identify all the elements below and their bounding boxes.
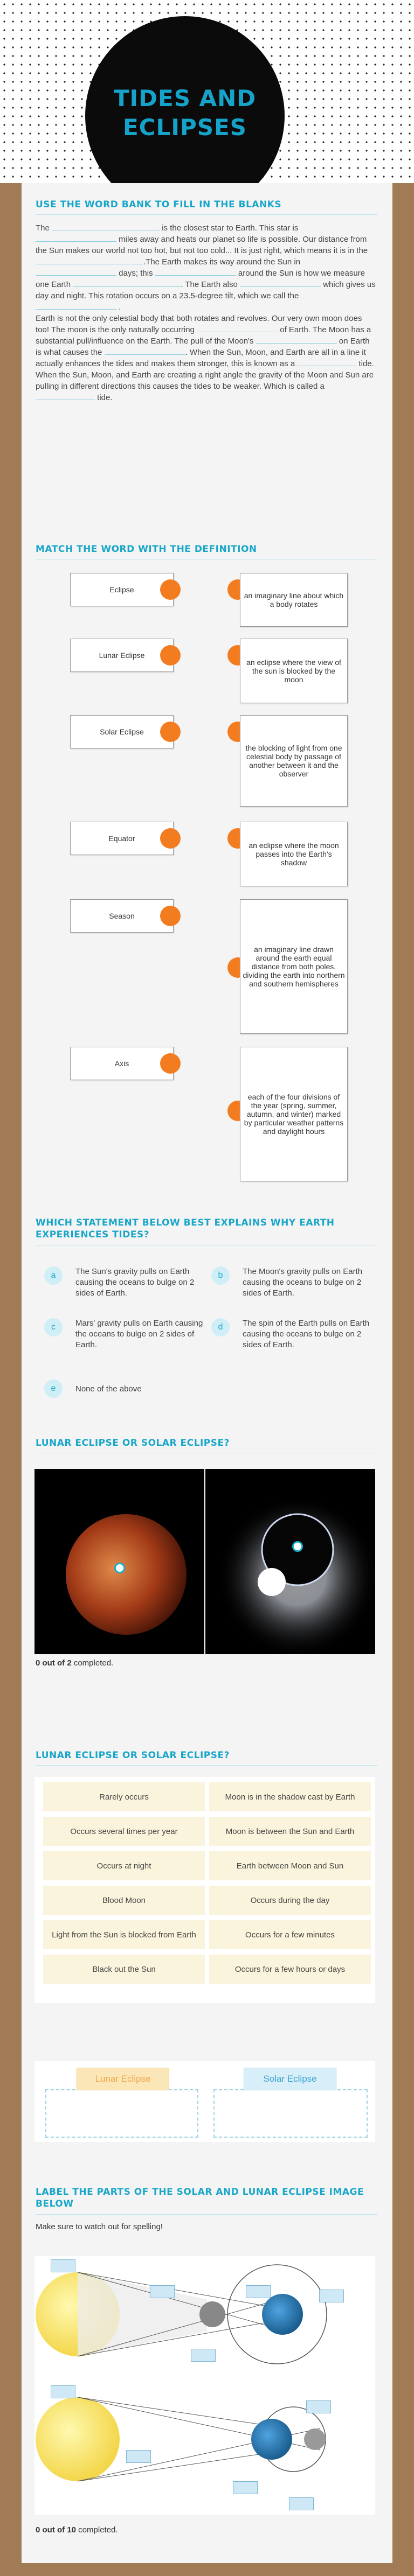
blank-input[interactable] (36, 235, 116, 242)
hotspot-marker[interactable] (114, 1563, 125, 1573)
solar-bin-label: Solar Eclipse (244, 2068, 336, 2090)
section-heading: LABEL THE PARTS OF THE SOLAR AND LUNAR ECLIPSE IMAGE BELOW (36, 2187, 364, 2209)
option-d-marker[interactable]: d (211, 1318, 230, 1336)
blank-input[interactable] (155, 269, 236, 276)
sort-item[interactable]: Rarely occurs (43, 1782, 205, 1811)
diagram-label-box[interactable] (51, 2385, 75, 2398)
blank-input[interactable] (197, 325, 278, 332)
blank-input[interactable] (240, 280, 321, 287)
sort-item[interactable]: Black out the Sun (43, 1955, 205, 1984)
blank-input[interactable] (297, 359, 356, 366)
completion-status: 0 out of 10 completed. (36, 2525, 118, 2535)
sort-item[interactable]: Moon is in the shadow cast by Earth (209, 1782, 371, 1811)
diagram-label-box[interactable] (319, 2290, 344, 2302)
option-c-marker[interactable]: c (44, 1318, 63, 1336)
eclipse-photo-art (34, 1469, 375, 1654)
blank-input[interactable] (36, 303, 116, 310)
eclipse-diagram (34, 2256, 375, 2515)
fill-paragraph: The is the closest star to Earth. This star is miles away and heats our planet so life is possible. Our distance from the Sun makes our world not too hot, but not too cold... It is just right, which means it is in the .The Earth makes its way around the Sun in days; this around the Sun is how we measure one Earth . The Earth also which gives us day and night. This rotation occurs on a 23.5-degree tilt, which we call the . Earth is not the only celestial body that both rotates and revolves. Our very own moon does too! The moon is the only naturally occurring of Earth. The Moon has a substantial pull/influence on the Earth. The pull of the Moon's on Earth is what causes the . When the Sun, Moon, and Earth are all in a line it actually enhances the tides and makes them stronger, this is known as a tide. When the Sun, Moon, and Earth are creating a right angle the gravity of the Moon and Sun are pulling in different directions this causes the tides to be weaker. Which is called a tide. (36, 223, 376, 402)
diagram-label-box[interactable] (191, 2349, 216, 2362)
match-connector-dot[interactable] (160, 1053, 181, 1074)
lunar-bin-label: Lunar Eclipse (77, 2068, 169, 2090)
section-heading: LUNAR ECLIPSE OR SOLAR ECLIPSE? (36, 1750, 230, 1761)
option-a-marker[interactable]: a (44, 1266, 63, 1285)
option-b-text[interactable]: The Moon's gravity pulls on Earth causing the oceans to bulge on 2 sides of Earth. (243, 1267, 363, 1298)
match-word[interactable]: Lunar Eclipse (70, 639, 174, 672)
match-connector-dot[interactable] (160, 722, 181, 742)
hotspot-marker[interactable] (292, 1541, 303, 1552)
sort-item[interactable]: Blood Moon (43, 1886, 205, 1915)
sort-item[interactable]: Occurs at night (43, 1851, 205, 1880)
sort-item[interactable]: Earth between Moon and Sun (209, 1851, 371, 1880)
diagram-label-box[interactable] (51, 2259, 75, 2272)
match-connector-dot[interactable] (160, 906, 181, 926)
match-definition[interactable]: an eclipse where the view of the sun is blocked by the moon (240, 639, 348, 703)
completion-status: 0 out of 2 completed. (36, 1658, 114, 1668)
option-e-marker[interactable]: e (44, 1380, 63, 1398)
eclipse-photo (34, 1469, 375, 1654)
sort-item[interactable]: Occurs several times per year (43, 1817, 205, 1846)
solar-bin[interactable] (213, 2089, 368, 2138)
match-word[interactable]: Axis (70, 1047, 174, 1080)
option-b-marker[interactable]: b (211, 1266, 230, 1285)
option-a-text[interactable]: The Sun's gravity pulls on Earth causing the oceans to bulge on 2 sides of Earth. (75, 1267, 195, 1298)
match-word[interactable]: Solar Eclipse (70, 715, 174, 748)
match-word[interactable]: Equator (70, 822, 174, 855)
section-heading: LUNAR ECLIPSE OR SOLAR ECLIPSE? (36, 1438, 230, 1448)
diagram-label-box[interactable] (289, 2497, 314, 2510)
diagram-label-box[interactable] (306, 2400, 331, 2413)
diagram-label-box[interactable] (126, 2450, 151, 2463)
sort-item[interactable]: Occurs for a few hours or days (209, 1955, 371, 1984)
section-heading: USE THE WORD BANK TO FILL IN THE BLANKS (36, 199, 282, 210)
match-definition[interactable]: an imaginary line drawn around the earth equal distance from both poles, dividing the earth into northern and southern hemispheres (240, 899, 348, 1034)
section-heading: MATCH THE WORD WITH THE DEFINITION (36, 544, 257, 555)
section-heading: WHICH STATEMENT BELOW BEST EXPLAINS WHY EARTH EXPERIENCES TIDES? (36, 1217, 335, 1240)
blank-input[interactable] (73, 280, 181, 287)
blank-input[interactable] (36, 393, 95, 400)
blank-input[interactable] (256, 337, 337, 344)
lunar-bin[interactable] (45, 2089, 198, 2138)
match-definition[interactable]: an imaginary line about which a body rotates (240, 573, 348, 627)
match-connector-dot[interactable] (160, 828, 181, 849)
sort-item[interactable]: Occurs during the day (209, 1886, 371, 1915)
page-title: TIDES AND ECLIPSES (113, 85, 257, 141)
sort-item[interactable]: Moon is between the Sun and Earth (209, 1817, 371, 1846)
fill-blanks-section (31, 194, 382, 560)
blank-input[interactable] (105, 348, 185, 355)
diagram-label-box[interactable] (150, 2285, 175, 2298)
option-d-text[interactable]: The spin of the Earth pulls on Earth causing the oceans to bulge on 2 sides of Earth. (243, 1319, 370, 1349)
option-e-text[interactable]: None of the above (75, 1384, 142, 1394)
sort-item[interactable]: Occurs for a few minutes (209, 1920, 371, 1949)
match-definition[interactable]: the blocking of light from one celestial body by passage of another between it and the observer (240, 715, 348, 807)
blank-input[interactable] (36, 257, 143, 264)
match-definition[interactable]: each of the four divisions of the year (spring, summer, autumn, and winter) marked by particular weather patterns and daylight hours (240, 1047, 348, 1181)
match-word[interactable]: Season (70, 899, 174, 933)
option-c-text[interactable]: Mars' gravity pulls on Earth causing the oceans to bulge on 2 sides of Earth. (75, 1319, 203, 1349)
blank-input[interactable] (36, 269, 116, 276)
match-connector-dot[interactable] (160, 579, 181, 600)
diagram-label-box[interactable] (233, 2481, 258, 2494)
match-connector-dot[interactable] (160, 645, 181, 666)
match-word[interactable]: Eclipse (70, 573, 174, 606)
sort-item[interactable]: Light from the Sun is blocked from Earth (43, 1920, 205, 1949)
match-definition[interactable]: an eclipse where the moon passes into the Earth's shadow (240, 822, 348, 886)
blank-input[interactable] (52, 223, 160, 230)
instruction-note: Make sure to watch out for spelling! (36, 2222, 163, 2231)
diagram-label-box[interactable] (246, 2285, 271, 2298)
